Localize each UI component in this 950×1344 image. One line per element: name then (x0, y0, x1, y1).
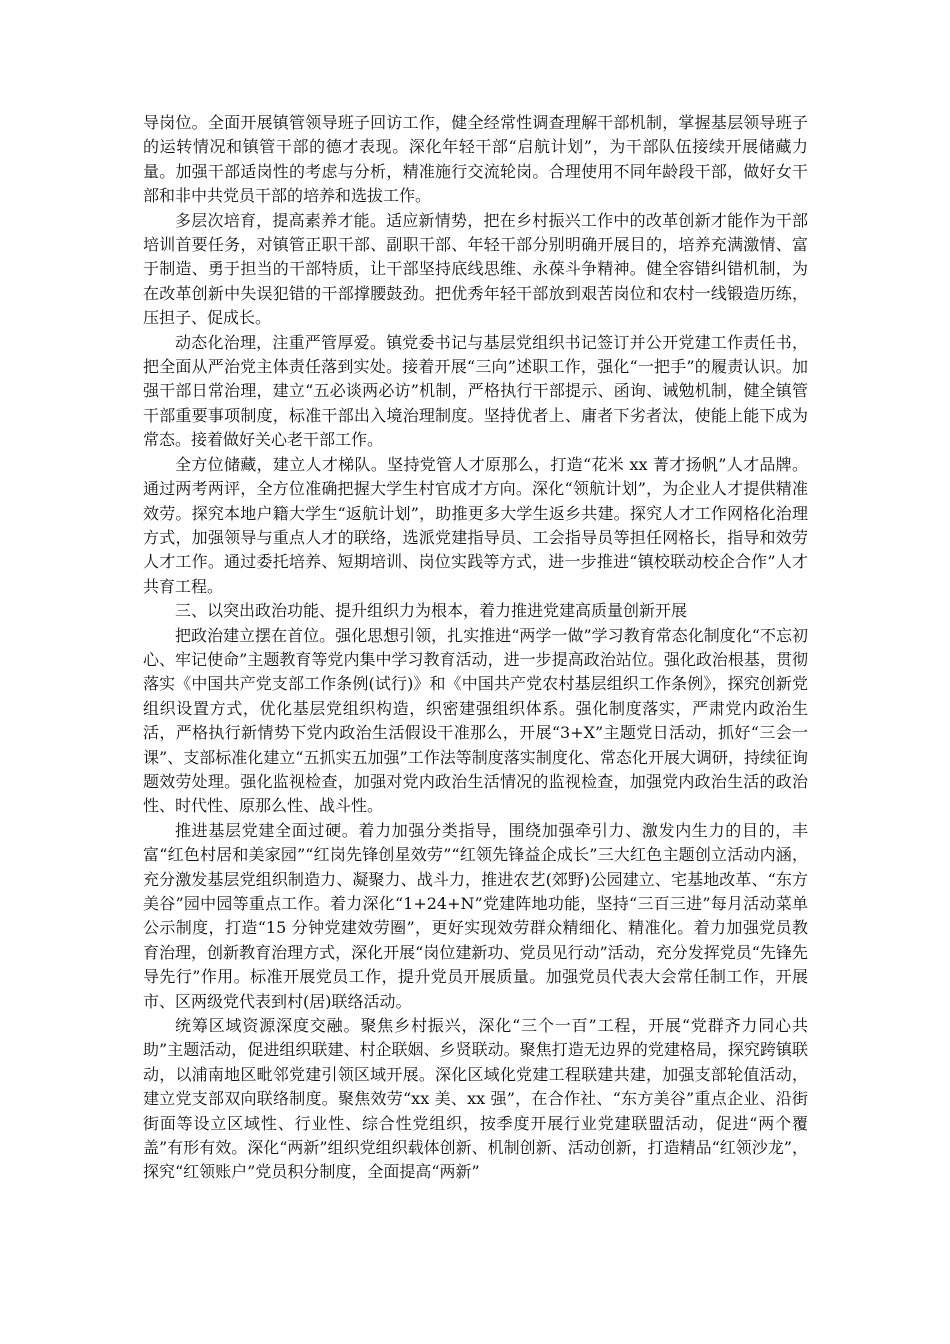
document-page (143, 111, 808, 1185)
section-heading-three: 三、以突出政治功能、提升组织力为根本，着力推进党建高质量创新开展 (175, 601, 688, 621)
paragraph-political-construction: 把政治建立摆在首位。强化思想引领，扎实推进“两学一做”学习教育常态化制度化“不忘初心、牢记使命”主题教育等党内集中学习教育活动，进一步提高政治站位。强化政治根基，贯彻落实《中国共产党支部工作条例(试行)》和《中国共产党农村基层组织工作条例》，探究创新党组织设置方式，优化基层党组织构造，织密建强组织体系。强化制度落实，严肃党内政治生活，严格执行新情势下党内政治生活假设干准那么，开展“3+X”主题党日活动，抓好“三会一课”、支部标准化建立“五抓实五加强”工作法等制度落实制度化、常态化开展大调研，持续征询题效劳处理。强化监视检查，加强对党内政治生活情况的监视检查，加强党内政治生活的政治性、时代性、原那么性、战斗性。 (143, 625, 808, 816)
paragraph-grassroots-party-building: 推进基层党建全面过硬。着力加强分类指导，围绕加强牵引力、激发内生力的目的，丰富“红色村居和美家园”“红岗先锋创星效劳”“红领先锋益企成长”三大红色主题创立活动内涵，充分激发基层党组织制造力、凝聚力、战斗力，推进农艺(郊野)公园建立、宅基地改革、“东方美谷”园中园等重点工作。着力深化“1+24+N”党建阵地功能，坚持“三百三进”每月活动菜单公示制度，打造“15 分钟党建效劳圈”，更好实现效劳群众精细化、精准化。着力加强党员教育治理，创新教育治理方式，深化开展“岗位建新功、党员见行动”活动，充分发挥党员“先锋先导先行”作用。标准开展党员工作，提升党员开展质量。加强党员代表大会常任制工作，开展市、区两级党代表到村(居)联络活动。 (143, 820, 808, 1011)
paragraph-talent-reserve: 全方位储藏，建立人才梯队。坚持党管人才原那么，打造“花米 xx 菁才扬帆”人才品牌。通过两考两评，全方位准确把握大学生村官成才方向。深化“领航计划”，为企业人才提供精准效劳。探究本地户籍大学生“返航计划”，助推更多大学生返乡共建。探究人才工作网格化治理方式，加强领导与重点人才的联络，选派党建指导员、工会指导员等担任网格长，指导和效劳人才工作。通过委托培养、短期培训、岗位实践等方式，进一步推进“镇校联动校企合作”人才共育工程。 (143, 454, 808, 596)
paragraph-cadre-post-continuation: 导岗位。全面开展镇管领导班子回访工作，健全经常性调查理解干部机制，掌握基层领导班子的运转情况和镇管干部的德才表现。深化年轻干部“启航计划”，为干部队伍接续开展储藏力量。加强干部适岗性的考虑与分析，精准施行交流轮岗。合理使用不同年龄段干部，做好女干部和非中共党员干部的培养和选拔工作。 (143, 113, 808, 206)
paragraph-regional-resources: 统筹区域资源深度交融。聚焦乡村振兴，深化“三个一百”工程，开展“党群齐力同心共助”主题活动，促进组织联建、村企联姻、乡贤联动。聚焦打造无边界的党建格局，探究跨镇联动，以浦南地区毗邻党建引领区域开展。深化区域化党建工程联建共建，加强支部轮值活动，建立党支部双向联络制度。聚焦效劳“xx 美、xx 强”，在合作社、“东方美谷”重点企业、沿街街面等设立区域性、行业性、综合性党组织，按季度开展行业党建联盟活动，促进“两个覆盖”有形有效。深化“两新”组织党组织载体创新、机制创新、活动创新，打造精品“红领沙龙”，探究“红领账户”党员积分制度，全面提高“两新” (143, 1016, 808, 1182)
paragraph-dynamic-management: 动态化治理，注重严管厚爱。镇党委书记与基层党组织书记签订并公开党建工作责任书，把全面从严治党主体责任落到实处。接着开展“三向”述职工作，强化“一把手”的履责认识。加强干部日常治理，建立“五必谈两必访”机制，严格执行干部提示、函询、诫勉机制，健全镇管干部重要事项制度，标准干部出入境治理制度。坚持优者上、庸者下劣者汰，使能上能下成为常态。接着做好关心老干部工作。 (143, 332, 808, 450)
paragraph-multilevel-training: 多层次培育，提高素养才能。适应新情势，把在乡村振兴工作中的改革创新才能作为干部培训首要任务，对镇管正职干部、副职干部、年轻干部分别明确开展目的，培养充满激情、富于制造、勇于担当的干部特质，让干部坚持底线思维、永葆斗争精神。健全容错纠错机制，为在改革创新中失误犯错的干部撑腰鼓劲。把优秀年轻干部放到艰苦岗位和农村一线锻造历练，压担子、促成长。 (143, 210, 808, 328)
